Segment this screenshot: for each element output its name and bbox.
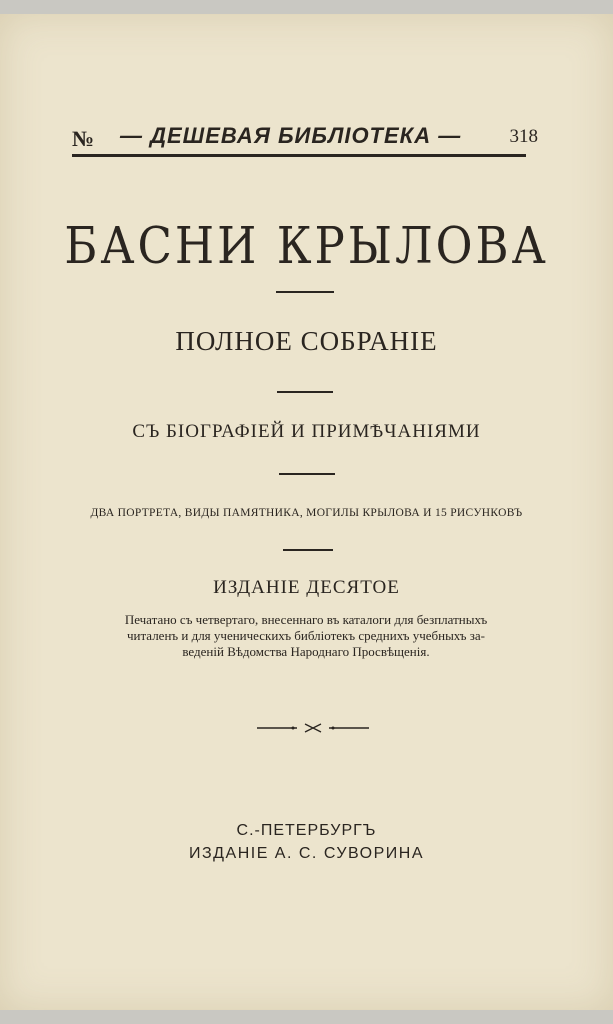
ornament-divider-icon xyxy=(257,720,369,736)
imprint-publisher: ИЗДАНІЕ А. С. СУВОРИНА xyxy=(189,845,424,862)
book-subtitle: ПОЛНОЕ СОБРАНІЕ xyxy=(175,326,438,356)
note-line: Печатано съ четвертаго, внесеннаго въ каталоги для безплатныхъ xyxy=(124,612,488,627)
edition-line: ИЗДАНІЕ ДЕСЯТОЕ xyxy=(213,577,400,598)
imprint-city: С.-ПЕТЕРБУРГЪ xyxy=(236,822,377,839)
portraits-line: ДВА ПОРТРЕТА, ВИДЫ ПАМЯТНИКА, МОГИЛЫ КРЫЛОВА И 15 РИСУНКОВЪ xyxy=(90,507,523,519)
divider-rule xyxy=(283,549,333,551)
series-name: — ДЕШЕВАЯ БИБЛІОТЕКА — xyxy=(120,123,462,148)
series-number: 318 xyxy=(509,126,538,147)
divider-rule xyxy=(279,473,335,475)
printing-note xyxy=(80,612,532,660)
title-page xyxy=(0,14,613,1010)
note-line: читаленъ и для ученическихъ библіотекъ среднихъ учебныхъ за- xyxy=(126,628,486,643)
number-sign: № xyxy=(72,126,95,151)
series-header xyxy=(72,114,538,157)
divider-rule xyxy=(276,291,334,293)
divider-rule xyxy=(277,391,333,393)
biography-line: СЪ БІОГРАФІЕЙ И ПРИМѢЧАНІЯМИ xyxy=(132,421,481,442)
book-title: БАСНИ КРЫЛОВА xyxy=(64,215,549,276)
note-line: веденій Вѣдомства Народнаго Просвѣщенія. xyxy=(182,644,430,659)
